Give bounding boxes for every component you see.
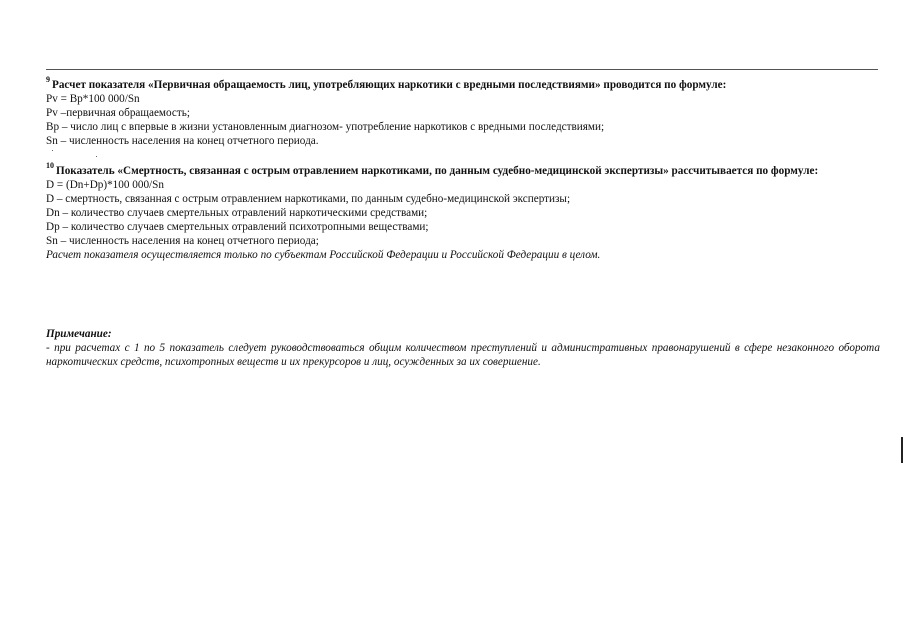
footnote-10: [46, 161, 880, 262]
footnote-10-definition: Dn – количество случаев смертельных отравлений наркотическими средствами;: [46, 207, 428, 219]
footnote-9-heading-text: Расчет показателя «Первичная обращаемость лиц, употребляющих наркотики с вредными последствиями» проводится по формуле:: [52, 79, 727, 91]
note-title: Примечание:: [46, 328, 112, 340]
footnote-10-definition: D – смертность, связанная с острым отравлением наркотиками, по данным судебно-медицинской экспертизы;: [46, 193, 571, 205]
note-section: [46, 327, 880, 369]
footnote-10-heading: [46, 161, 880, 178]
scan-edge-mark: [901, 437, 903, 463]
note-text: - при расчетах с 1 по 5 показатель следует руководствоваться общим количеством преступлений и административных правонарушений в сфере незаконного оборота наркотических средств, психотропных веществ и их прекурсоров и лиц, осужденных за их совершение.: [46, 342, 880, 368]
footnote-9-number: 9: [46, 75, 50, 85]
footnote-10-remark: Расчет показателя осуществляется только по субъектам Российской Федерации и Российской Федерации в целом.: [46, 249, 601, 261]
footnote-10-formula: D = (Dn+Dp)*100 000/Sn: [46, 179, 164, 191]
footnote-10-heading-text: Показатель «Смертность, связанная с острым отравлением наркотиками, по данным судебно-медицинской экспертизы» рассчитывается по формуле:: [56, 165, 819, 177]
footnote-10-definition: Dp – количество случаев смертельных отравлений психотропными веществами;: [46, 221, 429, 233]
footnote-9-definition: Bp – число лиц с впервые в жизни установленным диагнозом- употребление наркотиков с вредными последствиями;: [46, 121, 605, 133]
footnote-10-definition: Sn – численность населения на конец отчетного периода;: [46, 235, 319, 247]
scan-speck: [52, 150, 53, 151]
scan-speck: [96, 156, 97, 157]
footnote-9-definition: Pv –первичная обращаемость;: [46, 107, 190, 119]
footnote-9-formula: Pv = Bp*100 000/Sn: [46, 93, 140, 105]
footnote-9-heading: [46, 75, 880, 92]
top-separator-line: [46, 69, 878, 70]
footnote-9: [46, 75, 880, 148]
footnote-9-definition: Sn – численность населения на конец отчетного периода.: [46, 135, 319, 147]
footnote-10-number: 10: [46, 161, 54, 171]
